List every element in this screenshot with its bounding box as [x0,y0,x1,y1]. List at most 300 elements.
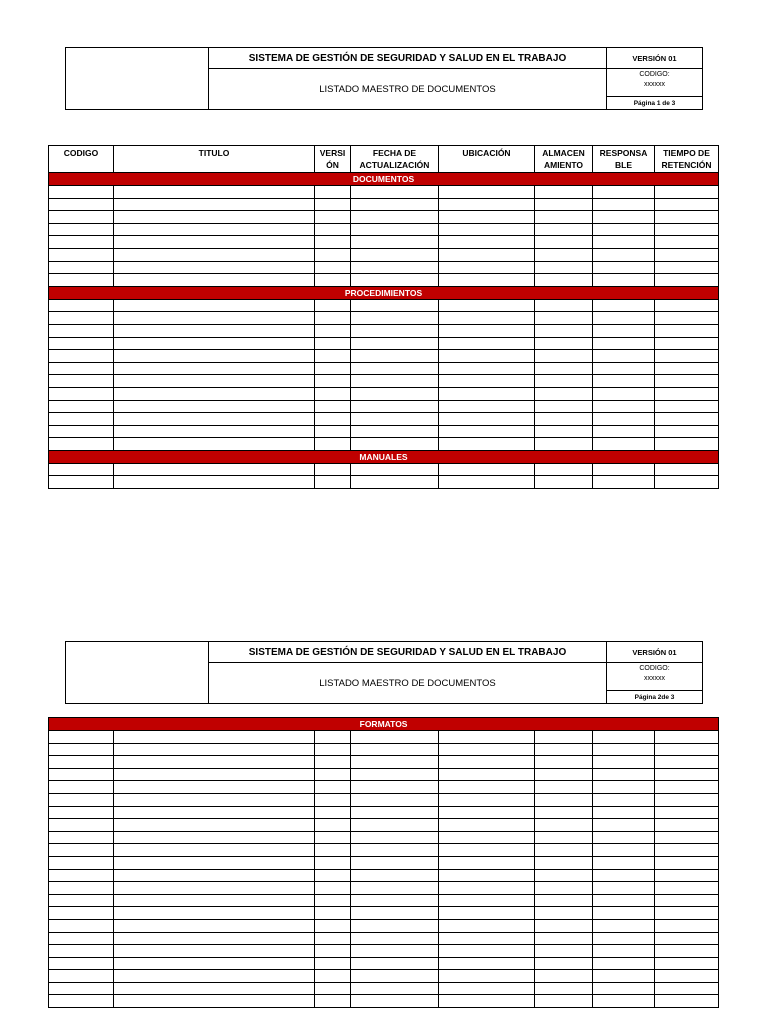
table-cell[interactable] [593,781,655,794]
table-cell[interactable] [535,882,593,895]
table-cell[interactable] [655,476,719,489]
table-cell[interactable] [655,856,719,869]
table-cell[interactable] [535,350,593,363]
table-cell[interactable] [315,223,351,236]
table-cell[interactable] [315,831,351,844]
table-cell[interactable] [49,831,114,844]
table-cell[interactable] [535,248,593,261]
table-cell[interactable] [593,400,655,413]
table-cell[interactable] [315,337,351,350]
table-cell[interactable] [49,438,114,451]
table-cell[interactable] [439,375,535,388]
table-cell[interactable] [535,438,593,451]
table-cell[interactable] [114,186,315,199]
table-cell[interactable] [49,819,114,832]
table-cell[interactable] [439,387,535,400]
table-cell[interactable] [49,425,114,438]
table-cell[interactable] [593,970,655,983]
table-cell[interactable] [351,831,439,844]
table-cell[interactable] [439,945,535,958]
table-cell[interactable] [655,223,719,236]
table-cell[interactable] [49,793,114,806]
table-cell[interactable] [114,869,315,882]
table-cell[interactable] [593,831,655,844]
table-cell[interactable] [593,768,655,781]
table-cell[interactable] [315,806,351,819]
table-cell[interactable] [351,413,439,426]
table-cell[interactable] [535,781,593,794]
table-cell[interactable] [535,894,593,907]
table-cell[interactable] [315,425,351,438]
table-cell[interactable] [655,186,719,199]
table-cell[interactable] [49,995,114,1008]
table-cell[interactable] [535,375,593,388]
table-cell[interactable] [593,375,655,388]
table-cell[interactable] [351,919,439,932]
table-cell[interactable] [439,261,535,274]
table-cell[interactable] [114,806,315,819]
table-cell[interactable] [49,970,114,983]
table-cell[interactable] [315,324,351,337]
table-cell[interactable] [439,819,535,832]
table-cell[interactable] [351,793,439,806]
table-cell[interactable] [655,350,719,363]
table-cell[interactable] [315,186,351,199]
table-cell[interactable] [49,223,114,236]
table-cell[interactable] [351,982,439,995]
table-cell[interactable] [114,793,315,806]
table-cell[interactable] [114,756,315,769]
table-cell[interactable] [315,362,351,375]
table-cell[interactable] [49,463,114,476]
table-cell[interactable] [114,312,315,325]
table-cell[interactable] [351,261,439,274]
table-cell[interactable] [315,375,351,388]
table-cell[interactable] [315,743,351,756]
table-cell[interactable] [655,299,719,312]
table-cell[interactable] [655,907,719,920]
table-cell[interactable] [535,907,593,920]
table-cell[interactable] [114,907,315,920]
table-cell[interactable] [535,970,593,983]
table-cell[interactable] [49,869,114,882]
table-cell[interactable] [535,362,593,375]
table-cell[interactable] [655,806,719,819]
table-cell[interactable] [351,970,439,983]
table-cell[interactable] [593,793,655,806]
table-cell[interactable] [655,413,719,426]
table-cell[interactable] [315,211,351,224]
table-cell[interactable] [315,198,351,211]
table-cell[interactable] [351,337,439,350]
table-cell[interactable] [439,362,535,375]
table-cell[interactable] [114,463,315,476]
table-cell[interactable] [439,894,535,907]
table-cell[interactable] [315,413,351,426]
table-cell[interactable] [49,894,114,907]
table-cell[interactable] [655,781,719,794]
table-cell[interactable] [439,869,535,882]
table-cell[interactable] [49,248,114,261]
table-cell[interactable] [114,995,315,1008]
table-cell[interactable] [655,819,719,832]
table-cell[interactable] [535,274,593,287]
table-cell[interactable] [315,793,351,806]
table-cell[interactable] [49,844,114,857]
table-cell[interactable] [315,957,351,970]
table-cell[interactable] [49,375,114,388]
table-cell[interactable] [351,869,439,882]
table-cell[interactable] [114,957,315,970]
table-cell[interactable] [439,856,535,869]
table-cell[interactable] [351,198,439,211]
table-cell[interactable] [593,362,655,375]
table-cell[interactable] [351,387,439,400]
table-cell[interactable] [535,856,593,869]
table-cell[interactable] [593,844,655,857]
table-cell[interactable] [593,337,655,350]
table-cell[interactable] [315,970,351,983]
table-cell[interactable] [351,819,439,832]
table-cell[interactable] [593,819,655,832]
table-cell[interactable] [655,387,719,400]
table-cell[interactable] [439,781,535,794]
table-cell[interactable] [439,350,535,363]
table-cell[interactable] [439,337,535,350]
table-cell[interactable] [114,982,315,995]
table-cell[interactable] [535,261,593,274]
table-cell[interactable] [655,793,719,806]
table-cell[interactable] [439,919,535,932]
table-cell[interactable] [439,882,535,895]
table-cell[interactable] [114,350,315,363]
table-cell[interactable] [351,236,439,249]
table-cell[interactable] [535,819,593,832]
table-cell[interactable] [315,756,351,769]
table-cell[interactable] [535,768,593,781]
table-cell[interactable] [315,995,351,1008]
table-cell[interactable] [593,425,655,438]
table-cell[interactable] [351,806,439,819]
table-cell[interactable] [114,945,315,958]
table-cell[interactable] [49,856,114,869]
table-cell[interactable] [49,198,114,211]
table-cell[interactable] [351,438,439,451]
table-cell[interactable] [439,198,535,211]
table-cell[interactable] [49,186,114,199]
table-cell[interactable] [114,299,315,312]
table-cell[interactable] [655,894,719,907]
table-cell[interactable] [655,945,719,958]
table-cell[interactable] [114,932,315,945]
table-cell[interactable] [535,337,593,350]
table-cell[interactable] [351,894,439,907]
table-cell[interactable] [593,387,655,400]
table-cell[interactable] [315,869,351,882]
table-cell[interactable] [439,400,535,413]
table-cell[interactable] [315,882,351,895]
table-cell[interactable] [535,806,593,819]
table-cell[interactable] [351,362,439,375]
table-cell[interactable] [655,236,719,249]
table-cell[interactable] [49,756,114,769]
table-cell[interactable] [351,957,439,970]
table-cell[interactable] [114,324,315,337]
table-cell[interactable] [439,425,535,438]
table-cell[interactable] [655,869,719,882]
table-cell[interactable] [439,970,535,983]
table-cell[interactable] [439,743,535,756]
table-cell[interactable] [351,932,439,945]
table-cell[interactable] [593,463,655,476]
table-cell[interactable] [439,248,535,261]
table-cell[interactable] [535,299,593,312]
table-cell[interactable] [114,844,315,857]
table-cell[interactable] [593,806,655,819]
table-cell[interactable] [315,844,351,857]
table-cell[interactable] [351,248,439,261]
table-cell[interactable] [114,894,315,907]
table-cell[interactable] [439,932,535,945]
table-cell[interactable] [439,413,535,426]
table-cell[interactable] [351,463,439,476]
table-cell[interactable] [655,982,719,995]
table-cell[interactable] [439,756,535,769]
table-cell[interactable] [655,932,719,945]
table-cell[interactable] [114,248,315,261]
table-cell[interactable] [439,907,535,920]
table-cell[interactable] [655,362,719,375]
table-cell[interactable] [439,957,535,970]
table-cell[interactable] [315,476,351,489]
table-cell[interactable] [655,957,719,970]
table-cell[interactable] [114,362,315,375]
table-cell[interactable] [114,856,315,869]
table-cell[interactable] [535,831,593,844]
table-cell[interactable] [351,400,439,413]
table-cell[interactable] [593,198,655,211]
table-cell[interactable] [535,982,593,995]
table-cell[interactable] [535,844,593,857]
table-cell[interactable] [535,756,593,769]
table-cell[interactable] [593,869,655,882]
table-cell[interactable] [49,731,114,744]
table-cell[interactable] [593,894,655,907]
table-cell[interactable] [439,831,535,844]
table-cell[interactable] [114,425,315,438]
table-cell[interactable] [49,324,114,337]
table-cell[interactable] [535,198,593,211]
table-cell[interactable] [439,324,535,337]
table-cell[interactable] [535,324,593,337]
table-cell[interactable] [49,743,114,756]
table-cell[interactable] [49,781,114,794]
table-cell[interactable] [315,312,351,325]
table-cell[interactable] [114,223,315,236]
table-cell[interactable] [114,274,315,287]
table-cell[interactable] [655,768,719,781]
table-cell[interactable] [535,932,593,945]
table-cell[interactable] [655,919,719,932]
table-cell[interactable] [535,995,593,1008]
table-cell[interactable] [593,413,655,426]
table-cell[interactable] [593,248,655,261]
table-cell[interactable] [49,261,114,274]
table-cell[interactable] [315,463,351,476]
table-cell[interactable] [315,894,351,907]
table-cell[interactable] [593,324,655,337]
table-cell[interactable] [593,957,655,970]
table-cell[interactable] [114,743,315,756]
table-cell[interactable] [351,768,439,781]
table-cell[interactable] [593,223,655,236]
table-cell[interactable] [351,324,439,337]
table-cell[interactable] [535,793,593,806]
table-cell[interactable] [315,438,351,451]
table-cell[interactable] [114,387,315,400]
table-cell[interactable] [351,312,439,325]
table-cell[interactable] [49,400,114,413]
table-cell[interactable] [351,211,439,224]
table-cell[interactable] [114,882,315,895]
table-cell[interactable] [593,907,655,920]
table-cell[interactable] [439,299,535,312]
table-cell[interactable] [49,768,114,781]
table-cell[interactable] [315,907,351,920]
table-cell[interactable] [49,350,114,363]
table-cell[interactable] [535,236,593,249]
table-cell[interactable] [315,350,351,363]
table-cell[interactable] [439,806,535,819]
table-cell[interactable] [439,793,535,806]
table-cell[interactable] [439,982,535,995]
table-cell[interactable] [535,312,593,325]
table-cell[interactable] [655,211,719,224]
table-cell[interactable] [315,945,351,958]
table-cell[interactable] [114,261,315,274]
table-cell[interactable] [439,438,535,451]
table-cell[interactable] [535,400,593,413]
table-cell[interactable] [315,768,351,781]
table-cell[interactable] [315,236,351,249]
table-cell[interactable] [351,223,439,236]
table-cell[interactable] [351,274,439,287]
table-cell[interactable] [535,957,593,970]
table-cell[interactable] [593,476,655,489]
table-cell[interactable] [439,844,535,857]
table-cell[interactable] [439,211,535,224]
table-cell[interactable] [49,211,114,224]
table-cell[interactable] [49,932,114,945]
table-cell[interactable] [351,425,439,438]
table-cell[interactable] [114,476,315,489]
table-cell[interactable] [114,375,315,388]
table-cell[interactable] [655,400,719,413]
table-cell[interactable] [315,932,351,945]
table-cell[interactable] [315,856,351,869]
table-cell[interactable] [655,463,719,476]
table-cell[interactable] [49,274,114,287]
table-cell[interactable] [114,768,315,781]
table-cell[interactable] [49,476,114,489]
table-cell[interactable] [439,476,535,489]
table-cell[interactable] [351,756,439,769]
table-cell[interactable] [351,375,439,388]
table-cell[interactable] [593,312,655,325]
table-cell[interactable] [655,438,719,451]
table-cell[interactable] [655,198,719,211]
table-cell[interactable] [315,261,351,274]
table-cell[interactable] [593,350,655,363]
table-cell[interactable] [49,806,114,819]
table-cell[interactable] [593,995,655,1008]
table-cell[interactable] [593,945,655,958]
table-cell[interactable] [351,781,439,794]
table-cell[interactable] [439,274,535,287]
table-cell[interactable] [351,476,439,489]
table-cell[interactable] [49,982,114,995]
table-cell[interactable] [593,731,655,744]
table-cell[interactable] [593,743,655,756]
table-cell[interactable] [351,299,439,312]
table-cell[interactable] [593,919,655,932]
table-cell[interactable] [439,186,535,199]
table-cell[interactable] [655,882,719,895]
table-cell[interactable] [315,274,351,287]
table-cell[interactable] [114,919,315,932]
table-cell[interactable] [114,819,315,832]
table-cell[interactable] [114,731,315,744]
table-cell[interactable] [439,223,535,236]
table-cell[interactable] [655,970,719,983]
table-cell[interactable] [535,186,593,199]
table-cell[interactable] [593,882,655,895]
table-cell[interactable] [351,350,439,363]
table-cell[interactable] [593,211,655,224]
table-cell[interactable] [351,945,439,958]
table-cell[interactable] [655,324,719,337]
table-cell[interactable] [315,400,351,413]
table-cell[interactable] [439,768,535,781]
table-cell[interactable] [535,919,593,932]
table-cell[interactable] [49,945,114,958]
table-cell[interactable] [114,400,315,413]
table-cell[interactable] [49,299,114,312]
table-cell[interactable] [351,995,439,1008]
table-cell[interactable] [535,869,593,882]
table-cell[interactable] [439,995,535,1008]
table-cell[interactable] [351,856,439,869]
table-cell[interactable] [655,831,719,844]
table-cell[interactable] [351,186,439,199]
table-cell[interactable] [49,312,114,325]
table-cell[interactable] [535,945,593,958]
table-cell[interactable] [114,781,315,794]
table-cell[interactable] [439,236,535,249]
table-cell[interactable] [114,831,315,844]
table-cell[interactable] [49,413,114,426]
table-cell[interactable] [439,312,535,325]
table-cell[interactable] [535,211,593,224]
table-cell[interactable] [49,907,114,920]
table-cell[interactable] [535,413,593,426]
table-cell[interactable] [315,731,351,744]
table-cell[interactable] [535,476,593,489]
table-cell[interactable] [655,743,719,756]
table-cell[interactable] [655,731,719,744]
table-cell[interactable] [439,731,535,744]
table-cell[interactable] [593,274,655,287]
